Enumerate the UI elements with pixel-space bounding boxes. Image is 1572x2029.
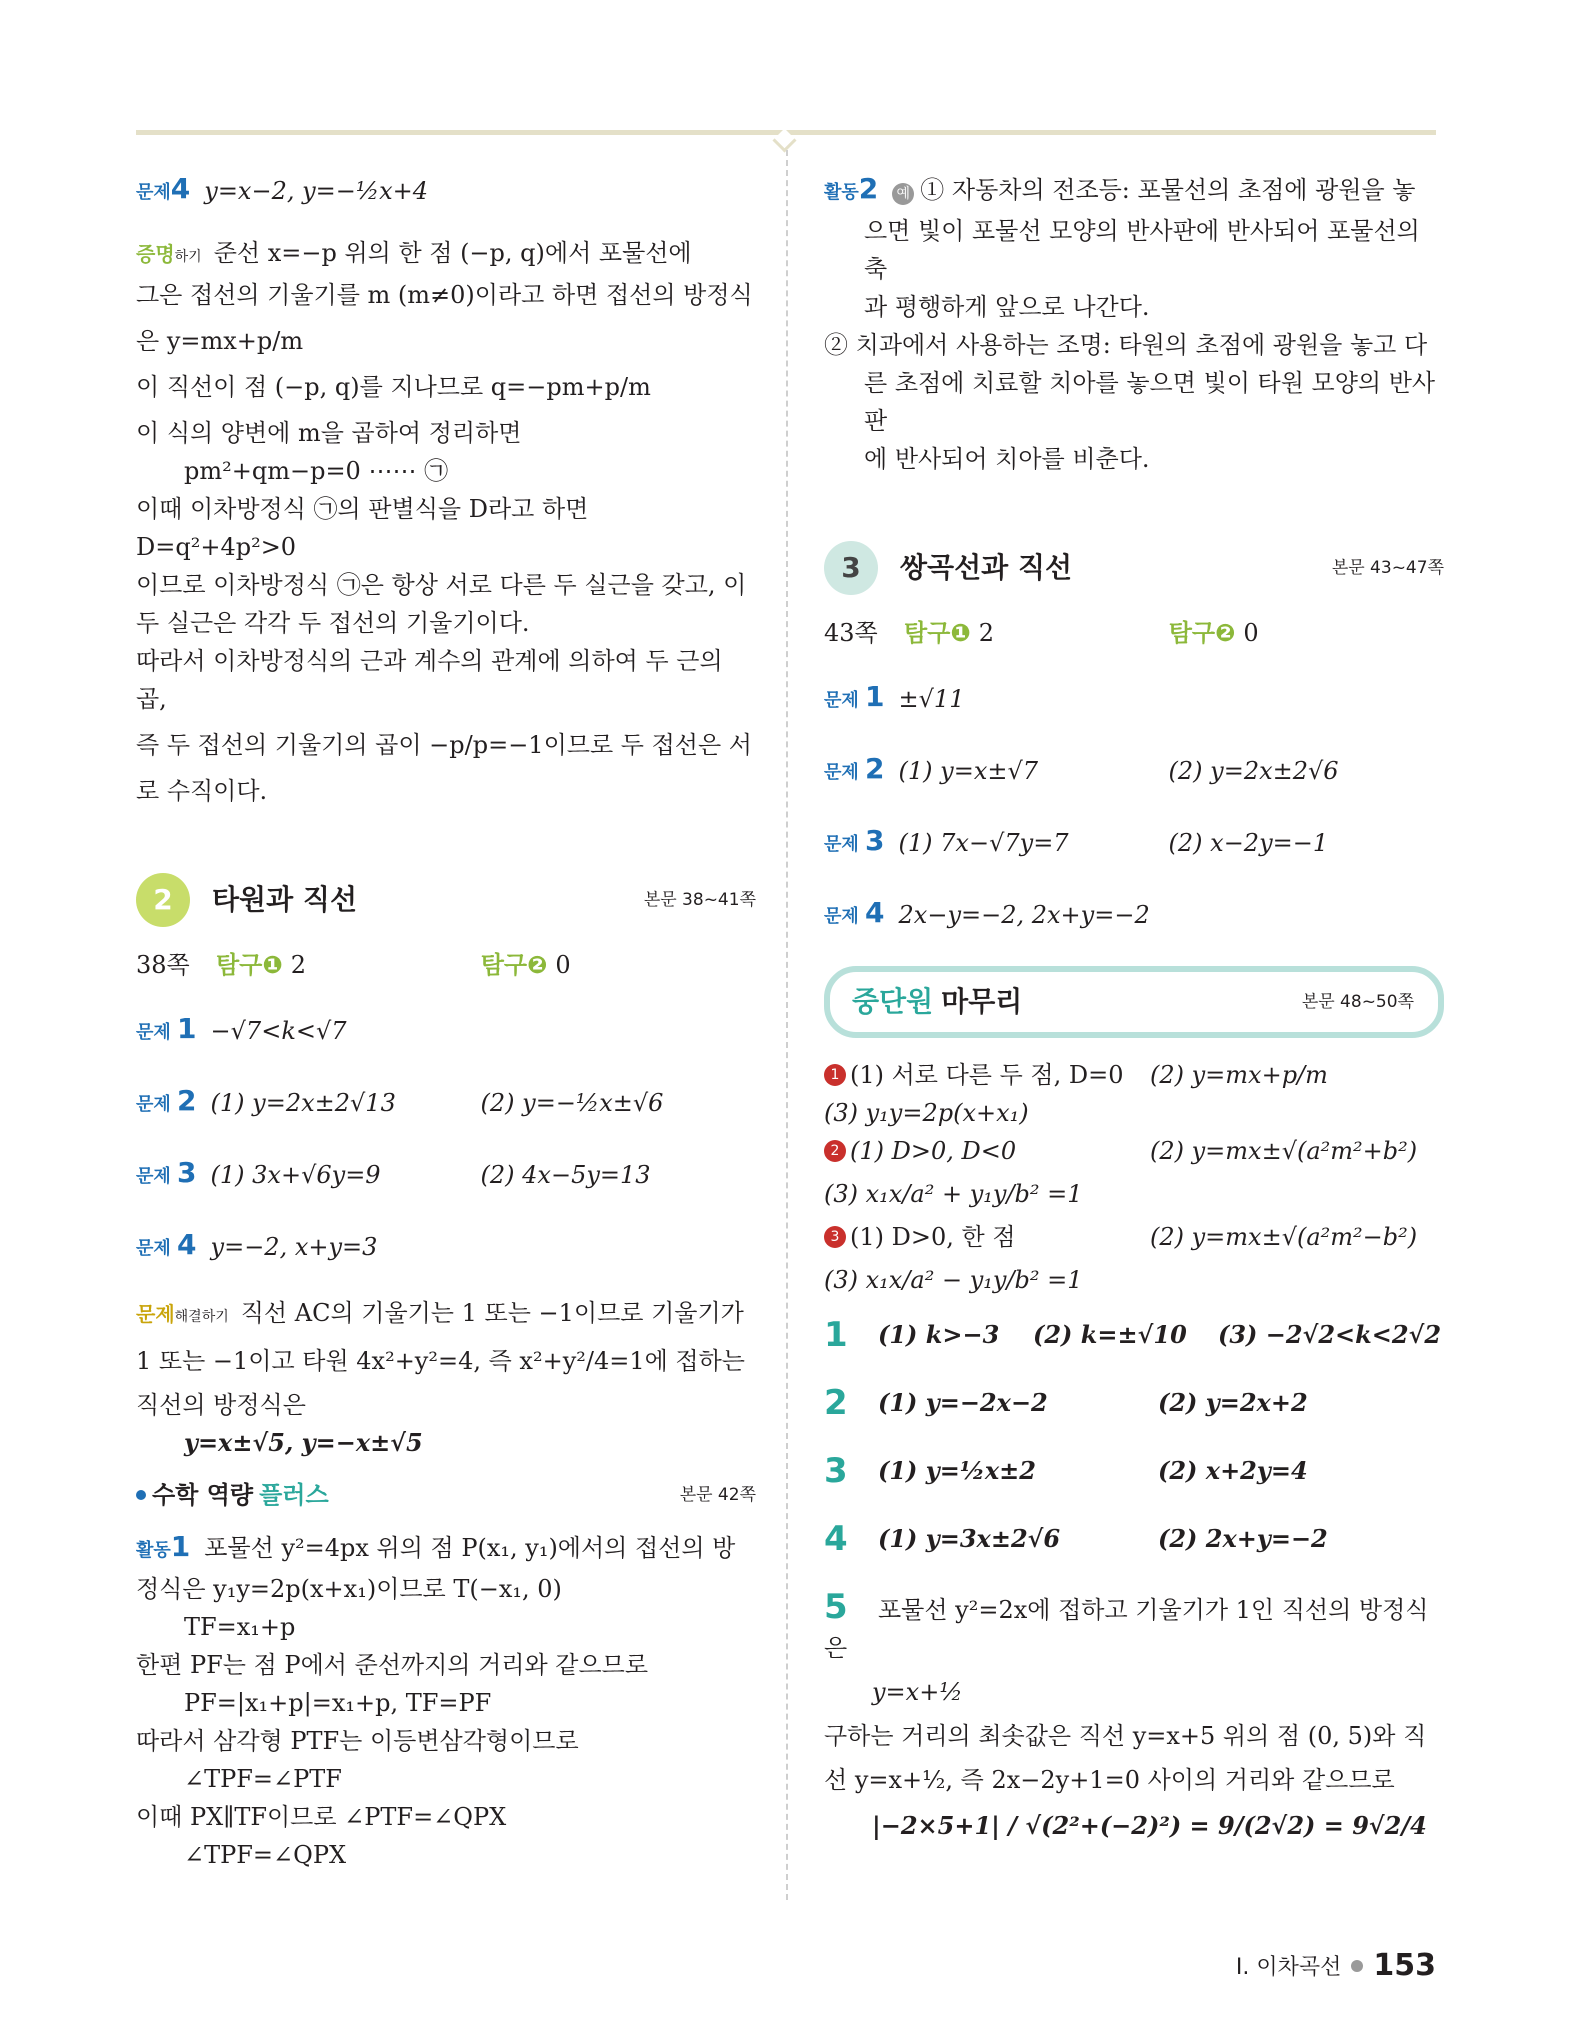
answer: (1) 7x−√7y=7 [898,829,1069,857]
proof-line: 그은 접선의 기울기를 m (m≠0)이라고 하면 접선의 방정식 [136,281,753,309]
left-column [136,170,756,1874]
proof-line: pm²+qm−p=0 ⋯⋯ ㉠ [184,457,449,485]
summary-row [824,1056,1444,1094]
activity-2-block [824,170,1444,478]
problem-row [136,1010,756,1052]
activity-line: 포물선 y²=4px 위의 점 P(x₁, y₁)에서의 접선의 방 [204,1534,736,1562]
problem-row [824,822,1444,864]
problem-4-row [136,170,756,212]
answer: (1) y=2x±2√13 [210,1089,396,1117]
answer: (3) −2√2<k<2√2 [1218,1320,1442,1349]
answer-line: |−2×5+1| / √(2²+(−2)²) = 9/(2√2) = 9√2/4 [872,1811,1427,1840]
column-divider [786,150,788,1900]
activity-line: ∠TPF=∠QPX [184,1841,347,1869]
right-column [824,170,1444,1845]
summary-text: (1) D>0, 한 점 [850,1223,1016,1251]
proof-label: 증명 [136,242,175,266]
answer: (1) y=−2x−2 [878,1388,1048,1417]
explore-value-2: 0 [555,951,571,979]
activity-line: ② 치과에서 사용하는 조명: 타원의 초점에 광원을 놓고 다 [824,331,1428,359]
summary-row [824,1256,1444,1304]
answer: (2) 2x+y=−2 [1158,1524,1328,1553]
bullet-icon [136,1490,146,1500]
answer: (2) x+2y=4 [1158,1456,1308,1485]
example-icon: 예 [892,183,914,205]
problem-label: 문제 3 [824,824,885,857]
activity-line: TF=x₁+p [184,1613,296,1641]
answer-row [824,1384,1444,1422]
summary-text: (3) x₁x/a² + y₁y/b² =1 [824,1180,1083,1208]
explore-label-2: 탐구❷ [1168,619,1236,647]
explore-row [824,614,1444,652]
summary-row [824,1094,1444,1132]
problem-label: 문제 3 [136,1156,197,1189]
problem-label: 문제4 [136,172,191,205]
proof-line: 따라서 이차방정식의 근과 계수의 관계에 의하여 두 근의 곱, [136,647,723,713]
answer-line: y=x+½ [872,1678,963,1706]
activity-line: PF=|x₁+p|=x₁+p, TF=PF [184,1689,492,1717]
summary-text: (1) 서로 다른 두 점, D=0 [850,1061,1124,1089]
problem-label: 문제 4 [824,896,885,929]
section-page-ref: 본문 38~41쪽 [643,890,756,910]
answer: y=−2, x+y=3 [210,1233,378,1261]
problem-label: 문제 1 [136,1012,197,1045]
answer-number: 4 [824,1519,848,1559]
answer: −√7<k<√7 [210,1017,347,1045]
explore-value-1: 2 [290,951,306,979]
footer-dot-icon [1351,1960,1363,1972]
solve-sub: 해결하기 [174,1309,229,1325]
summary-text: (3) x₁x/a² − y₁y/b² =1 [824,1266,1083,1294]
summary-block [824,1056,1444,1304]
summary-text: (3) y₁y=2p(x+x₁) [824,1099,1029,1127]
explore-label-1: 탐구❶ [904,619,971,647]
page-number: 153 [1373,1948,1436,1983]
summary-row [824,1132,1444,1170]
plus-page-ref: 본문 42쪽 [679,1485,756,1505]
answer-number: 5 [824,1587,848,1627]
explore-page: 38쪽 [136,951,190,979]
explore-value-2: 0 [1243,619,1259,647]
review-title: 중단원 [852,985,934,1018]
answer-5-block [824,1588,1444,1845]
answer-line: 구하는 거리의 최솟값은 직선 y=x+5 위의 점 (0, 5)와 직 [824,1722,1427,1750]
summary-row [824,1170,1444,1218]
answer: ±√11 [898,685,965,713]
answer: (1) y=½x±2 [878,1456,1036,1485]
answer: (2) y=−½x±√6 [480,1089,664,1117]
activity-line: 따라서 삼각형 PTF는 이등변삼각형이므로 [136,1727,579,1755]
review-title-2: 마무리 [941,985,1023,1018]
problem-row [824,894,1444,936]
answer-row [824,1452,1444,1490]
answer: y=x−2, y=−½x+4 [204,177,429,205]
answer: (1) y=x±√7 [898,757,1039,785]
answer: 2x−y=−2, 2x+y=−2 [898,901,1150,929]
proof-line: 준선 x=−p 위의 한 점 (−p, q)에서 포물선에 [213,239,692,267]
explore-label-1: 탐구❶ [216,951,283,979]
summary-text: (2) y=mx±√(a²m²−b²) [1150,1223,1418,1251]
proof-line: 은 y=mx+p/m [136,327,304,355]
activity-label: 활동1 [136,1530,191,1563]
review-page-ref: 본문 48~50쪽 [1301,992,1414,1012]
proof-line: 로 수직이다. [136,777,268,805]
activity-1-block [136,1528,756,1874]
section-title: 타원과 직선 [212,883,357,916]
section-number: 3 [824,541,878,595]
chapter-review-header [824,966,1444,1038]
problem-row [824,750,1444,792]
activity-line: 른 초점에 치료할 치아를 놓으면 빛이 타원 모양의 반사판 [864,369,1436,435]
proof-line: 이때 이차방정식 ㉠의 판별식을 D라고 하면 D=q²+4p²>0 [136,495,589,561]
answer: (2) y=2x±2√6 [1168,757,1339,785]
answer: (1) 3x+√6y=9 [210,1161,381,1189]
section-3-header [824,532,1444,604]
solve-line: 직선의 방정식은 [136,1391,306,1419]
solve-answer: y=x±√5, y=−x±√5 [184,1428,423,1457]
summary-text: (1) D>0, D<0 [850,1137,1017,1165]
solve-line: 1 또는 −1이고 타원 4x²+y²=4, 즉 x²+y²/4=1에 접하는 [136,1347,745,1375]
activity-line: 으면 빛이 포물선 모양의 반사판에 반사되어 포물선의 축 [864,217,1420,283]
explore-value-1: 2 [978,619,994,647]
problem-label: 문제 2 [824,752,885,785]
answer: (2) y=2x+2 [1158,1388,1308,1417]
plus-title-accent: 플러스 [259,1481,329,1509]
summary-text: (2) y=mx±√(a²m²+b²) [1150,1137,1418,1165]
proof-line: 두 실근은 각각 두 접선의 기울기이다. [136,609,530,637]
problem-row [136,1154,756,1196]
explore-row [136,946,756,984]
section-number: 2 [136,873,190,927]
proof-line: 이 식의 양변에 m을 곱하여 정리하면 [136,419,522,447]
section-title: 쌍곡선과 직선 [900,551,1073,584]
item-marker: 3 [824,1226,846,1248]
explore-page: 43쪽 [824,619,878,647]
section-2-header [136,864,756,936]
activity-line: 한편 PF는 점 P에서 준선까지의 거리와 같으므로 [136,1651,649,1679]
answer-number: 3 [824,1451,848,1491]
activity-line: ① 자동차의 전조등: 포물선의 초점에 광원을 놓 [920,176,1416,204]
activity-line: 이때 PX∥TF이므로 ∠PTF=∠QPX [136,1803,507,1831]
answer: (2) x−2y=−1 [1168,829,1329,857]
proof-line: 즉 두 접선의 기울기의 곱이 −p/p=−1이므로 두 접선은 서 [136,731,752,759]
section-page-ref: 본문 43~47쪽 [1331,558,1444,578]
activity-line: 과 평행하게 앞으로 나간다. [864,293,1150,321]
activity-line: 정식은 y₁y=2p(x+x₁)이므로 T(−x₁, 0) [136,1575,562,1603]
solve-line: 직선 AC의 기울기는 1 또는 −1이므로 기울기가 [240,1299,744,1327]
page-footer [1236,1948,1436,1983]
item-marker: 1 [824,1064,846,1086]
answer: (1) y=3x±2√6 [878,1524,1061,1553]
answer-number: 1 [824,1315,848,1355]
problem-label: 문제 2 [136,1084,197,1117]
problem-label: 문제 4 [136,1228,197,1261]
problem-row [824,678,1444,720]
answer: (1) k>−3 [878,1320,1000,1349]
problem-row [136,1082,756,1124]
item-marker: 2 [824,1140,846,1162]
chapter-name: I. 이차곡선 [1235,1955,1342,1980]
problem-solve-block [136,1294,756,1462]
answer-line: 선 y=x+½, 즉 2x−2y+1=0 사이의 거리와 같으므로 [824,1766,1395,1794]
problem-row [136,1226,756,1268]
answer: (2) 4x−5y=13 [480,1161,651,1189]
answer-line: 포물선 y²=2x에 접하고 기울기가 1인 직선의 방정식은 [824,1596,1429,1662]
activity-line: ∠TPF=∠PTF [184,1765,342,1793]
proof-line: 이므로 이차방정식 ㉠은 항상 서로 다른 두 실근을 갖고, 이 [136,571,747,599]
answer-row [824,1316,1444,1354]
answer-row [824,1520,1444,1558]
summary-row [824,1218,1444,1256]
answer: (2) k=±√10 [1033,1320,1187,1349]
problem-label: 문제 1 [824,680,885,713]
explore-label-2: 탐구❷ [480,951,548,979]
proof-sub: 하기 [174,249,202,265]
activity-line: 에 반사되어 치아를 비춘다. [864,445,1150,473]
answer-number: 2 [824,1383,848,1423]
plus-title: 수학 역량 [152,1481,254,1509]
proof-block [136,234,756,810]
proof-line: 이 직선이 점 (−p, q)를 지나므로 q=−pm+p/m [136,373,651,401]
activity-label: 활동2 [824,172,879,205]
math-plus-header [136,1470,756,1520]
solve-label: 문제 [136,1302,175,1326]
summary-text: (2) y=mx+p/m [1150,1061,1328,1089]
